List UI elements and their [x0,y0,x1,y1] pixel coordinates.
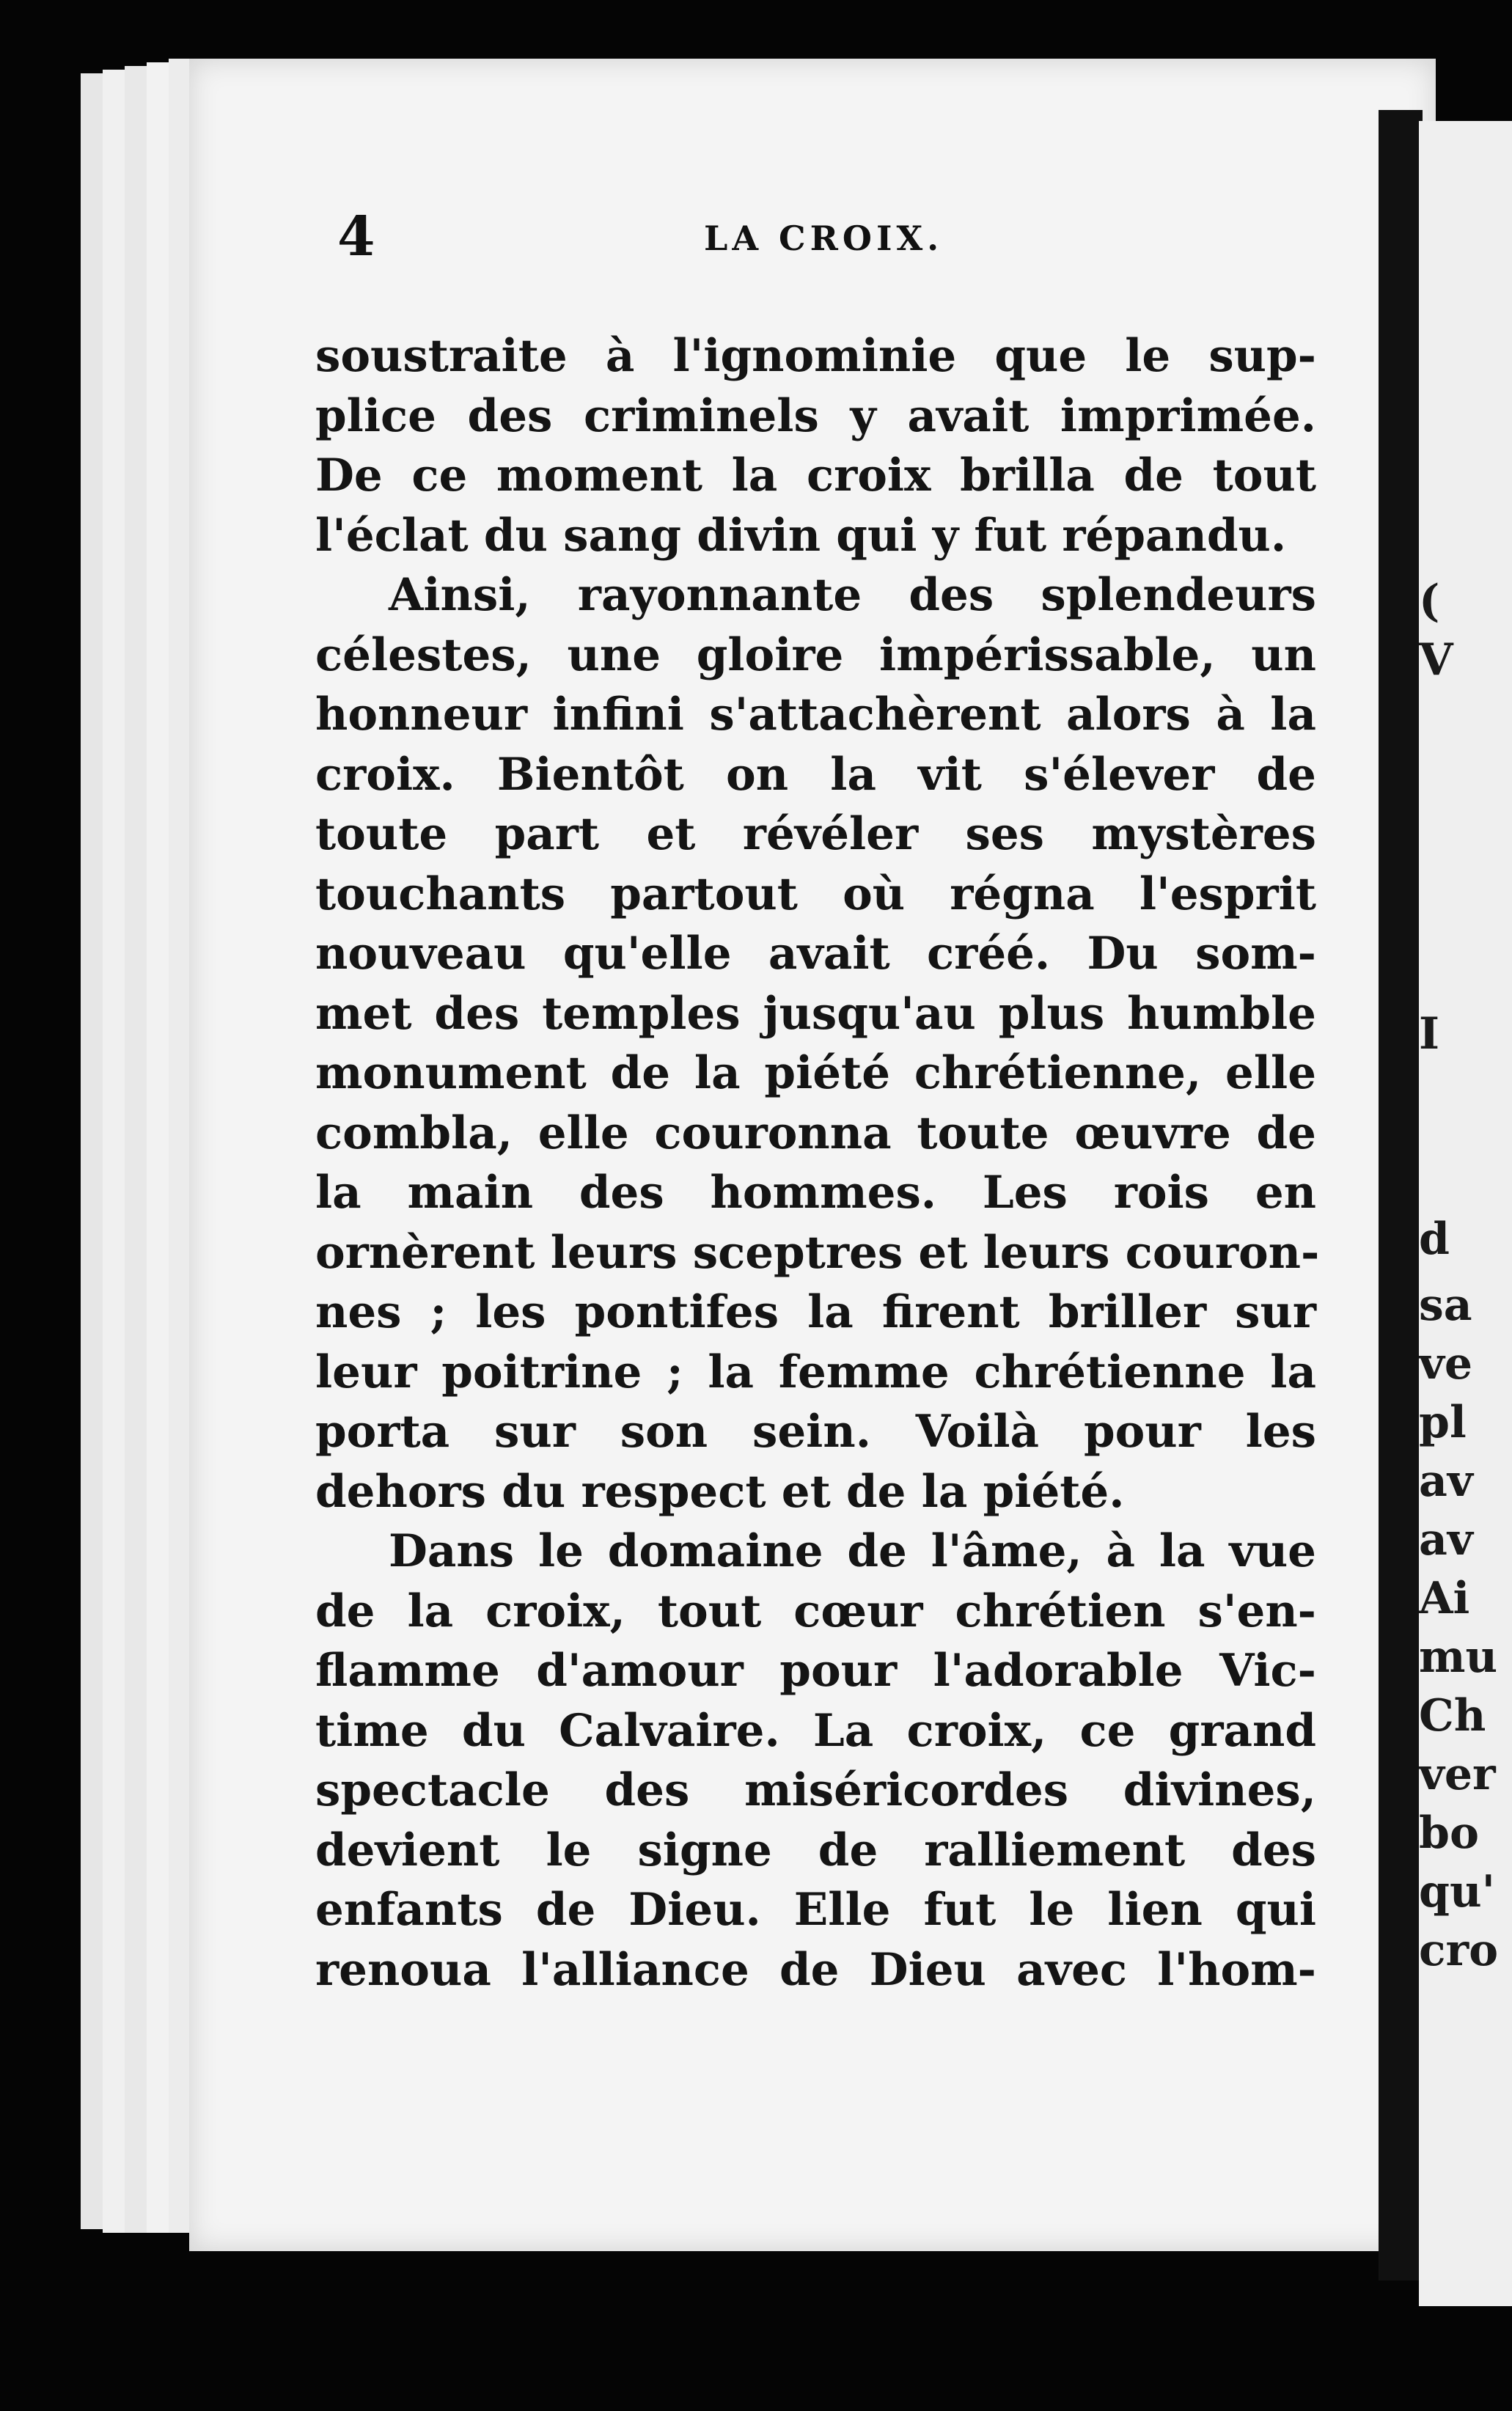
facing-text-fragment: ve [1419,1338,1473,1390]
text-line: soustraite à l'ignominie que le sup- [315,330,1316,382]
text-line: croix. Bientôt on la vit s'élever de [315,748,1316,801]
facing-text-fragment: ver [1419,1749,1496,1800]
running-title: LA CROIX. [704,219,944,258]
facing-text-fragment: pl [1419,1397,1467,1448]
text-line: Ainsi, rayonnante des splendeurs [389,569,1316,621]
text-line: spectacle des miséricordes divines, [315,1764,1316,1816]
facing-text-fragment: av [1419,1456,1473,1507]
text-line: flamme d'amour pour l'adorable Vic- [315,1645,1316,1697]
text-line: time du Calvaire. La croix, ce grand [315,1704,1316,1757]
facing-text-fragment: Ai [1419,1573,1470,1624]
text-line: enfants de Dieu. Elle fut le lien qui [315,1884,1316,1936]
text-line: renoua l'alliance de Dieu avec l'hom- [315,1943,1316,1996]
text-line: dehors du respect et de la piété. [315,1465,1125,1518]
facing-text-fragment: sa [1419,1280,1472,1331]
facing-text-fragment: qu' [1419,1866,1495,1918]
facing-text-fragment: av [1419,1514,1473,1566]
facing-text-fragment: Ch [1419,1690,1486,1742]
facing-text-fragment: ( [1419,576,1440,627]
text-line: De ce moment la croix brilla de tout [315,449,1316,502]
page-header [337,205,1320,271]
facing-text-fragment: I [1419,1008,1440,1060]
text-line: combla, elle couronna toute œuvre de [315,1107,1316,1159]
text-line: la main des hommes. Les rois en [315,1167,1316,1219]
text-line: de la croix, tout cœur chrétien s'en- [315,1585,1316,1637]
body-text [315,326,1320,2000]
text-line: met des temples jusqu'au plus humble [315,987,1316,1040]
text-line: célestes, une gloire impérissable, un [315,628,1316,681]
text-line: ornèrent leurs sceptres et leurs couron- [315,1226,1320,1279]
facing-text-fragment: bo [1419,1808,1479,1859]
page-number: 4 [337,205,375,268]
facing-text-fragment: mu [1419,1632,1498,1683]
text-line: toute part et révéler ses mystères [315,808,1316,860]
text-line: honneur infini s'attachèrent alors à la [315,689,1316,741]
facing-text-fragment: V [1419,634,1453,686]
text-line: leur poitrine ; la femme chrétienne la [315,1346,1316,1398]
text-line: devient le signe de ralliement des [315,1824,1316,1876]
book-binding [1379,110,1423,2280]
facing-text-fragment: cro [1419,1925,1499,1976]
text-line: touchants partout où régna l'esprit [315,867,1316,920]
facing-text-fragment: d [1419,1214,1450,1265]
text-line: monument de la piété chrétienne, elle [315,1047,1316,1099]
text-line: porta sur son sein. Voilà pour les [315,1406,1316,1458]
text-line: l'éclat du sang divin qui y fut répandu. [315,509,1287,562]
facing-page [1419,121,1512,2306]
text-line: plice des criminels y avait imprimée. [315,389,1316,442]
text-line: nouveau qu'elle avait créé. Du som- [315,928,1316,980]
text-line: Dans le domaine de l'âme, à la vue [389,1525,1316,1577]
text-line: nes ; les pontifes la firent briller sur [315,1286,1316,1338]
